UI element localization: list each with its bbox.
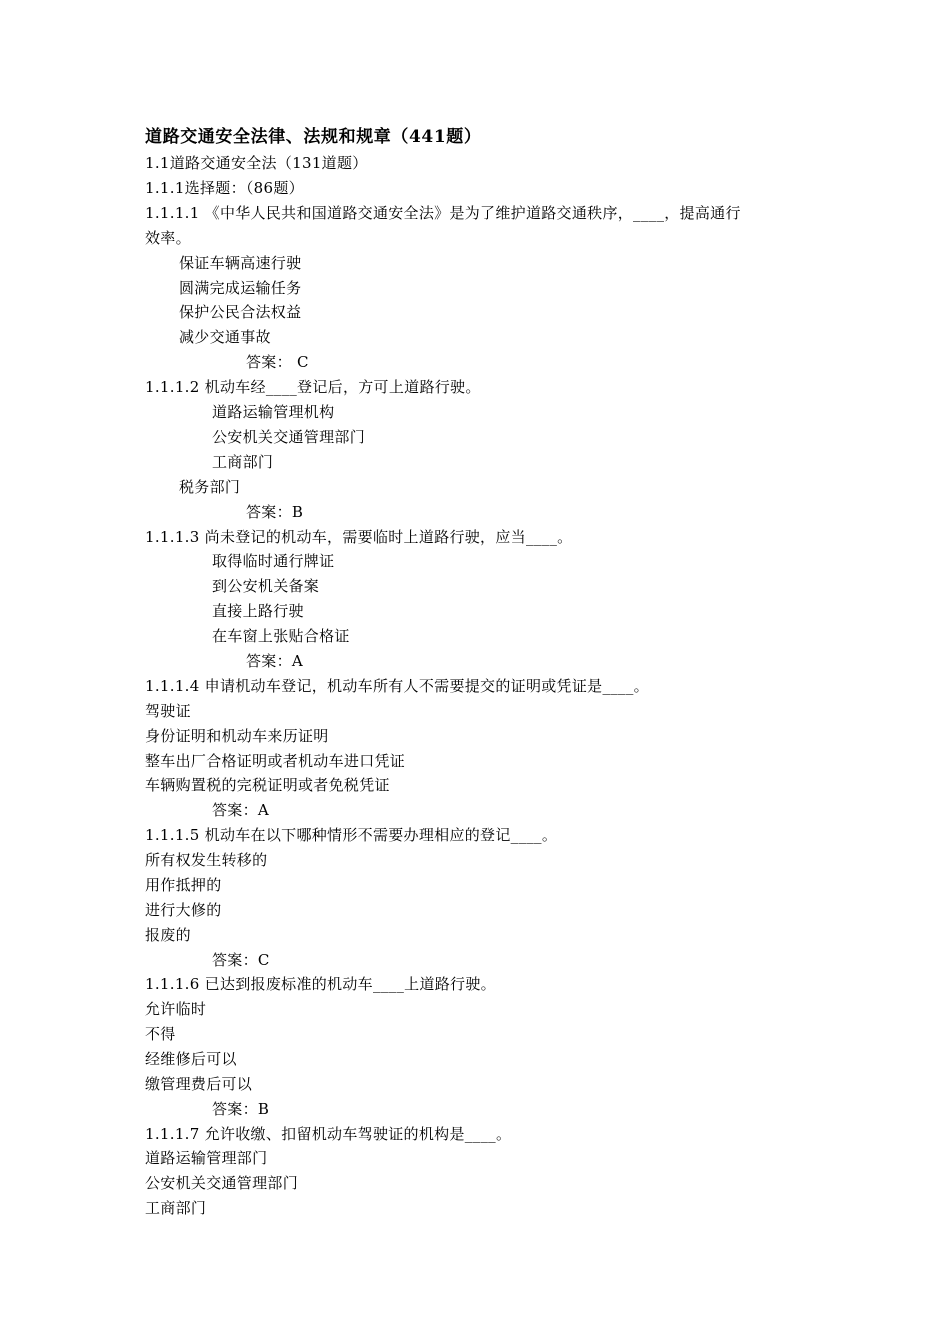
question-stem: 1.1.1.6 已达到报废标准的机动车____上道路行驶。 xyxy=(145,975,496,993)
option: 直接上路行驶 xyxy=(212,602,304,620)
option: 减少交通事故 xyxy=(179,328,271,346)
document-title: 道路交通安全法律、法规和规章（441题） xyxy=(145,127,482,147)
answer: 答案：A xyxy=(246,652,304,670)
option: 工商部门 xyxy=(212,453,274,471)
option: 车辆购置税的完税证明或者免税凭证 xyxy=(145,776,390,794)
answer: 答案：A xyxy=(212,801,270,819)
option: 在车窗上张贴合格证 xyxy=(212,627,350,645)
option: 取得临时通行牌证 xyxy=(212,552,335,570)
option: 道路运输管理部门 xyxy=(145,1149,268,1167)
question-stem: 1.1.1.7 允许收缴、扣留机动车驾驶证的机构是____。 xyxy=(145,1125,512,1143)
question-stem: 1.1.1.5 机动车在以下哪种情形不需要办理相应的登记____。 xyxy=(145,826,558,844)
option: 保证车辆高速行驶 xyxy=(179,254,302,272)
option: 到公安机关备案 xyxy=(212,577,320,595)
question-stem: 1.1.1.4 申请机动车登记，机动车所有人不需要提交的证明或凭证是____。 xyxy=(145,677,649,695)
option: 进行大修的 xyxy=(145,901,222,919)
option: 身份证明和机动车来历证明 xyxy=(145,727,329,745)
option: 用作抵押的 xyxy=(145,876,222,894)
subsection-heading: 1.1.1选择题：（86题） xyxy=(145,179,304,197)
question-stem-continuation: 效率。 xyxy=(145,229,191,247)
option: 报废的 xyxy=(145,926,191,944)
answer: 答案：C xyxy=(212,951,270,969)
option: 所有权发生转移的 xyxy=(145,851,268,869)
option: 保护公民合法权益 xyxy=(179,303,302,321)
question-stem: 1.1.1.2 机动车经____登记后，方可上道路行驶。 xyxy=(145,378,481,396)
answer: 答案： C xyxy=(246,353,309,371)
question-stem: 1.1.1.1 《中华人民共和国道路交通安全法》是为了维护道路交通秩序，____，提高通行 xyxy=(145,204,741,222)
option: 工商部门 xyxy=(145,1199,207,1217)
option: 不得 xyxy=(145,1025,176,1043)
option: 圆满完成运输任务 xyxy=(179,279,302,297)
option: 整车出厂合格证明或者机动车进口凭证 xyxy=(145,752,406,770)
option: 驾驶证 xyxy=(145,702,191,720)
option: 经维修后可以 xyxy=(145,1050,237,1068)
option: 允许临时 xyxy=(145,1000,207,1018)
option: 公安机关交通管理部门 xyxy=(212,428,366,446)
section-heading: 1.1道路交通安全法（131道题） xyxy=(145,154,368,172)
answer: 答案：B xyxy=(212,1100,270,1118)
option: 税务部门 xyxy=(179,478,241,496)
option: 道路运输管理机构 xyxy=(212,403,335,421)
option: 缴管理费后可以 xyxy=(145,1075,253,1093)
answer: 答案：B xyxy=(246,503,304,521)
option: 公安机关交通管理部门 xyxy=(145,1174,299,1192)
question-stem: 1.1.1.3 尚未登记的机动车，需要临时上道路行驶，应当____。 xyxy=(145,528,573,546)
